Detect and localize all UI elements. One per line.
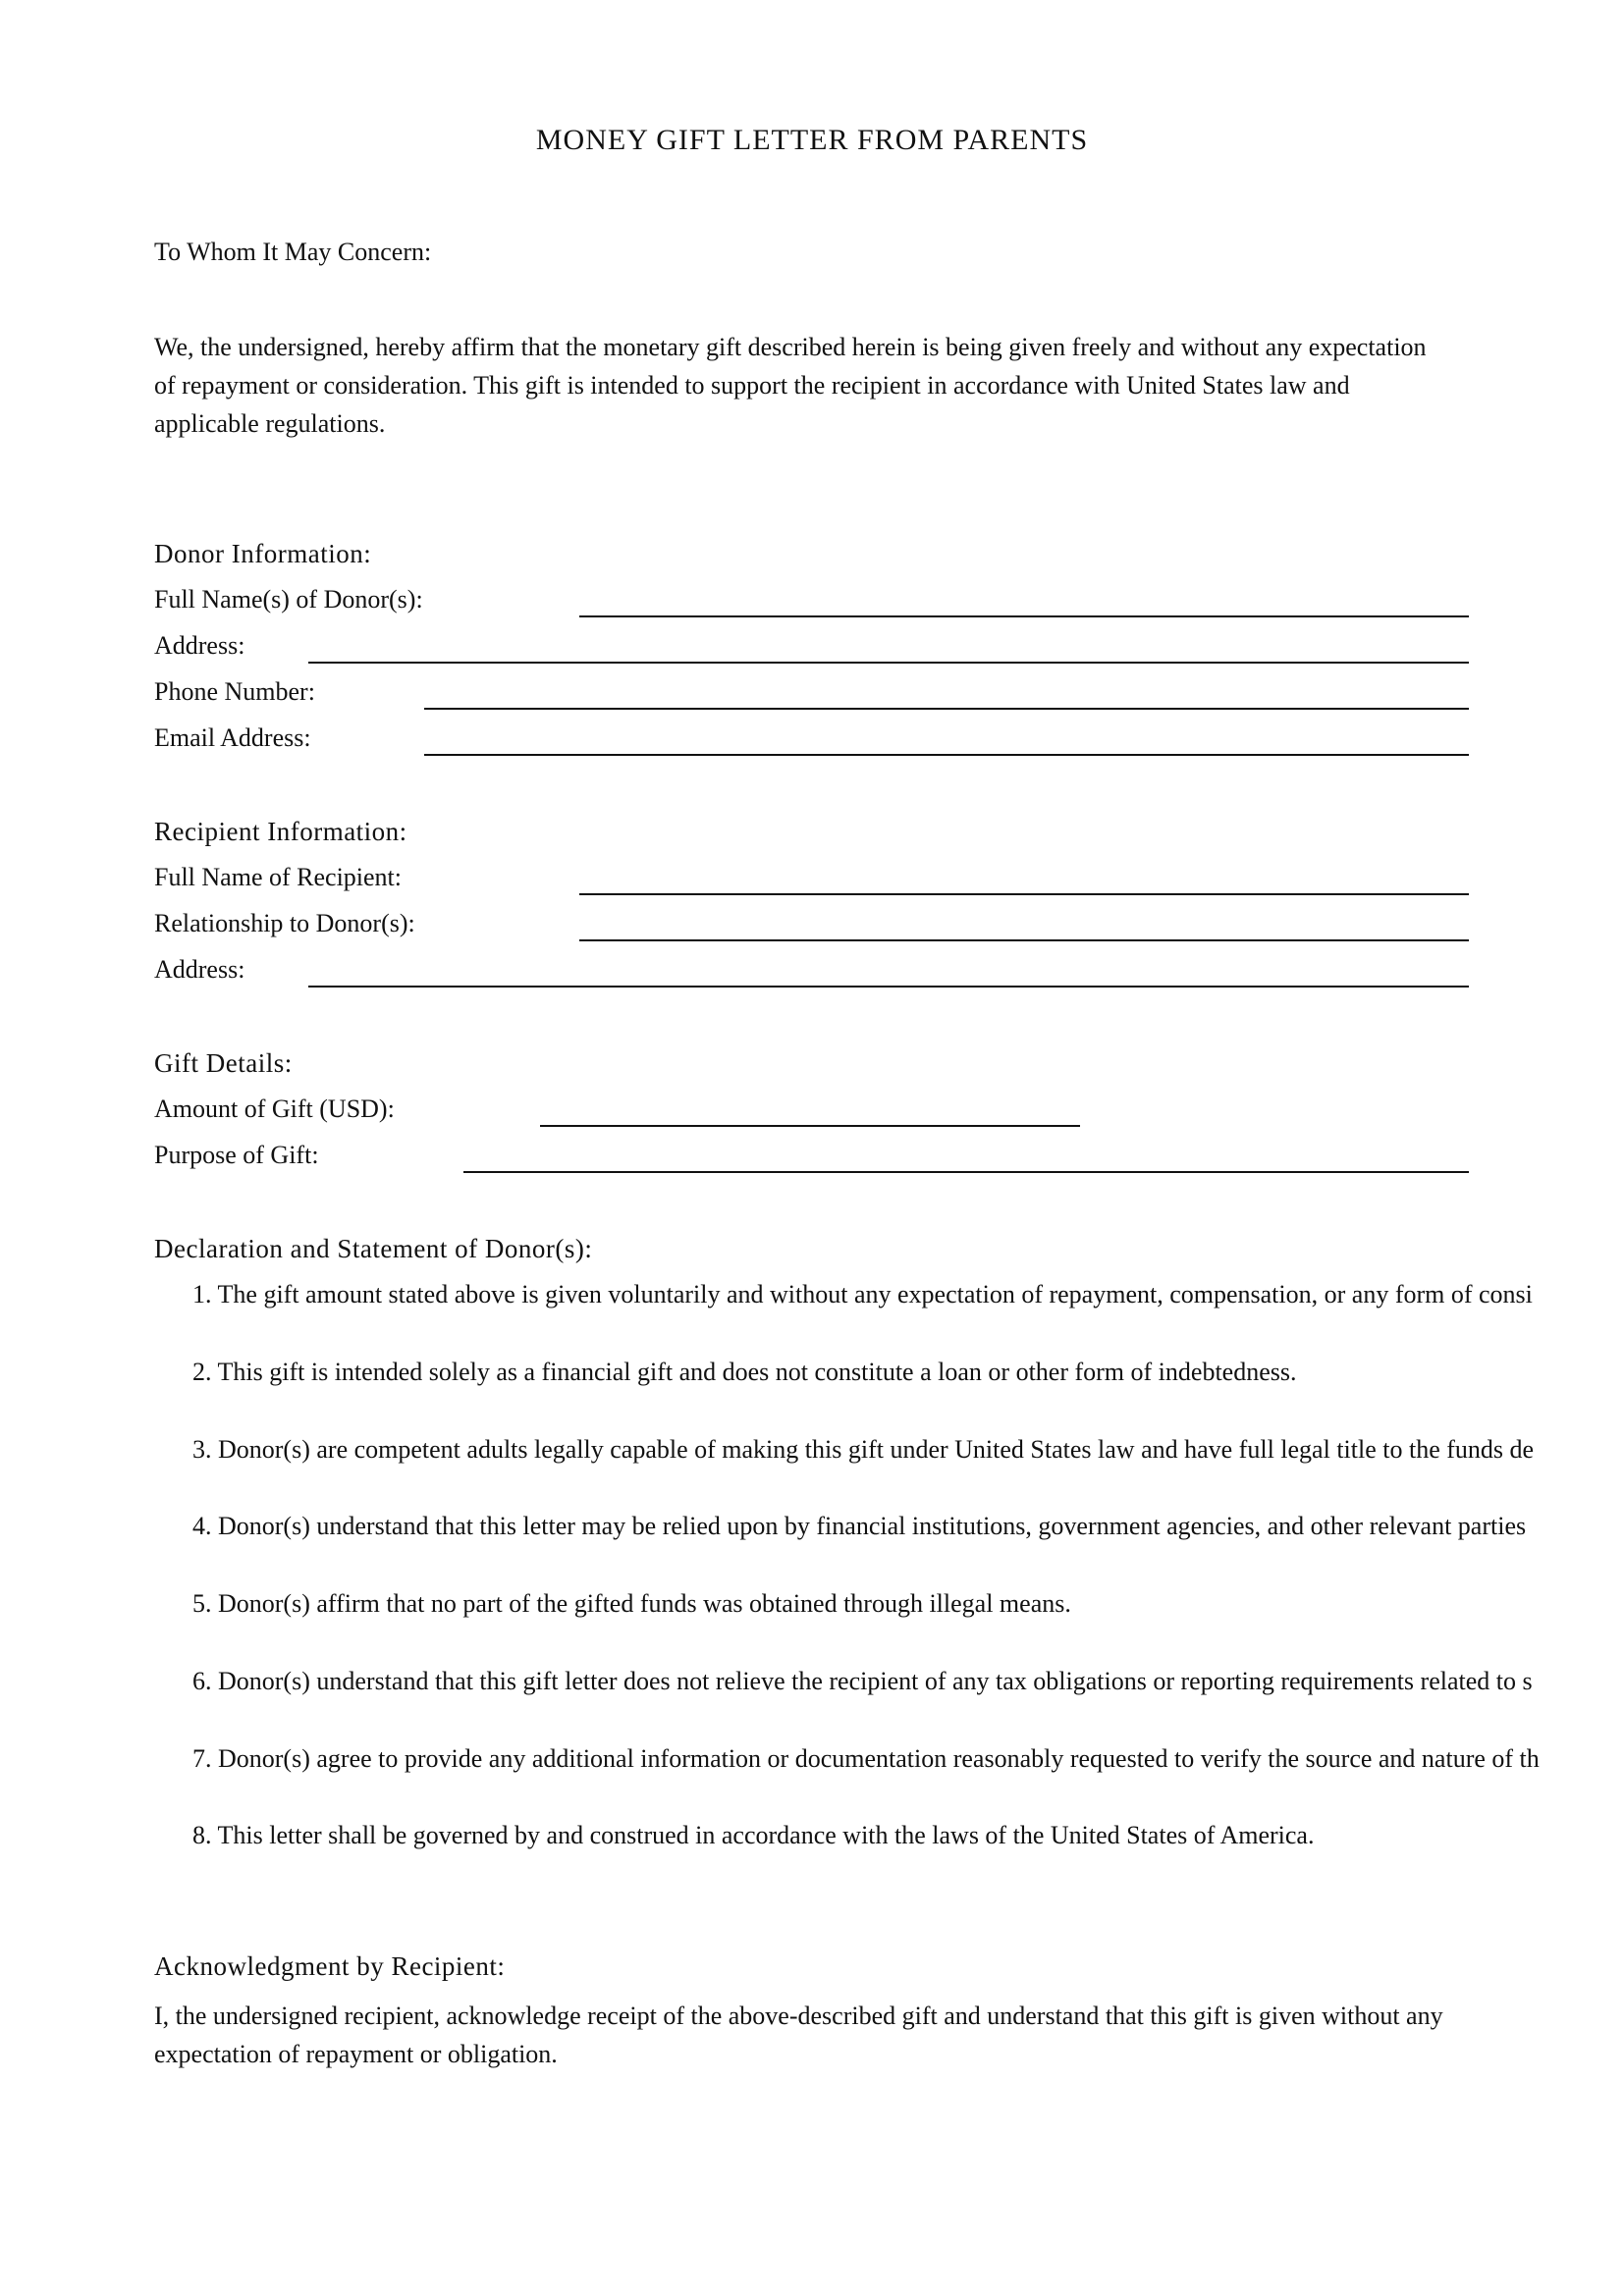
donor-information-heading: Donor Information: <box>154 539 372 568</box>
donor-email-label: Email Address: <box>154 723 311 752</box>
declaration-item: 2. This gift is intended solely as a financial gift and does not constitute a loan or other form of indebtedness. <box>192 1358 1297 1386</box>
gift-purpose-field[interactable] <box>463 1171 1469 1173</box>
recipient-full-name-label: Full Name of Recipient: <box>154 863 403 891</box>
declaration-item: 3. Donor(s) are competent adults legally capable of making this gift under United States law and have full legal title to the funds de <box>192 1435 1535 1464</box>
declaration-item: 6. Donor(s) understand that this gift letter does not relieve the recipient of any tax obligations or reporting requirements related to s <box>192 1667 1533 1695</box>
gift-details-heading: Gift Details: <box>154 1048 293 1078</box>
donor-full-name-label: Full Name(s) of Donor(s): <box>154 585 423 614</box>
donor-address-label: Address: <box>154 631 245 660</box>
recipient-address-field[interactable] <box>308 986 1469 988</box>
donor-full-name-field[interactable] <box>579 615 1469 617</box>
recipient-address-label: Address: <box>154 955 245 984</box>
recipient-full-name-field[interactable] <box>579 893 1469 895</box>
declaration-item: 7. Donor(s) agree to provide any additional information or documentation reasonably requested to verify the source and nature of th <box>192 1744 1540 1773</box>
gift-amount-label: Amount of Gift (USD): <box>154 1095 395 1123</box>
declaration-item: 4. Donor(s) understand that this letter may be relied upon by financial institutions, government agencies, and other relevant parties <box>192 1512 1527 1540</box>
donor-phone-field[interactable] <box>424 708 1469 710</box>
declaration-item: 8. This letter shall be governed by and construed in accordance with the laws of the United States of America. <box>192 1821 1315 1849</box>
document-title: MONEY GIFT LETTER FROM PARENTS <box>535 124 1089 156</box>
declaration-item: 5. Donor(s) affirm that no part of the gifted funds was obtained through illegal means. <box>192 1589 1071 1618</box>
recipient-relationship-field[interactable] <box>579 939 1469 941</box>
donor-phone-label: Phone Number: <box>154 677 315 706</box>
salutation: To Whom It May Concern: <box>154 238 432 266</box>
recipient-information-heading: Recipient Information: <box>154 817 407 846</box>
gift-amount-field[interactable] <box>540 1125 1080 1127</box>
declaration-item: 1. The gift amount stated above is given voluntarily and without any expectation of repayment, compensation, or any form of consi <box>192 1280 1533 1308</box>
recipient-relationship-label: Relationship to Donor(s): <box>154 909 415 937</box>
donor-address-field[interactable] <box>308 662 1469 664</box>
declaration-heading: Declaration and Statement of Donor(s): <box>154 1234 593 1263</box>
gift-purpose-label: Purpose of Gift: <box>154 1141 319 1169</box>
acknowledgment-paragraph: I, the undersigned recipient, acknowledge receipt of the above-described gift and understand that this gift is given without any expectation of repayment or obligation. <box>154 2002 1443 2068</box>
intro-paragraph: We, the undersigned, hereby affirm that the monetary gift described herein is being given freely and without any expectation of repayment or consideration. This gift is intended to support the recipient in accordance with United States law and applicable regulations. <box>154 333 1427 438</box>
donor-email-field[interactable] <box>424 754 1469 756</box>
acknowledgment-heading: Acknowledgment by Recipient: <box>154 1951 506 1981</box>
